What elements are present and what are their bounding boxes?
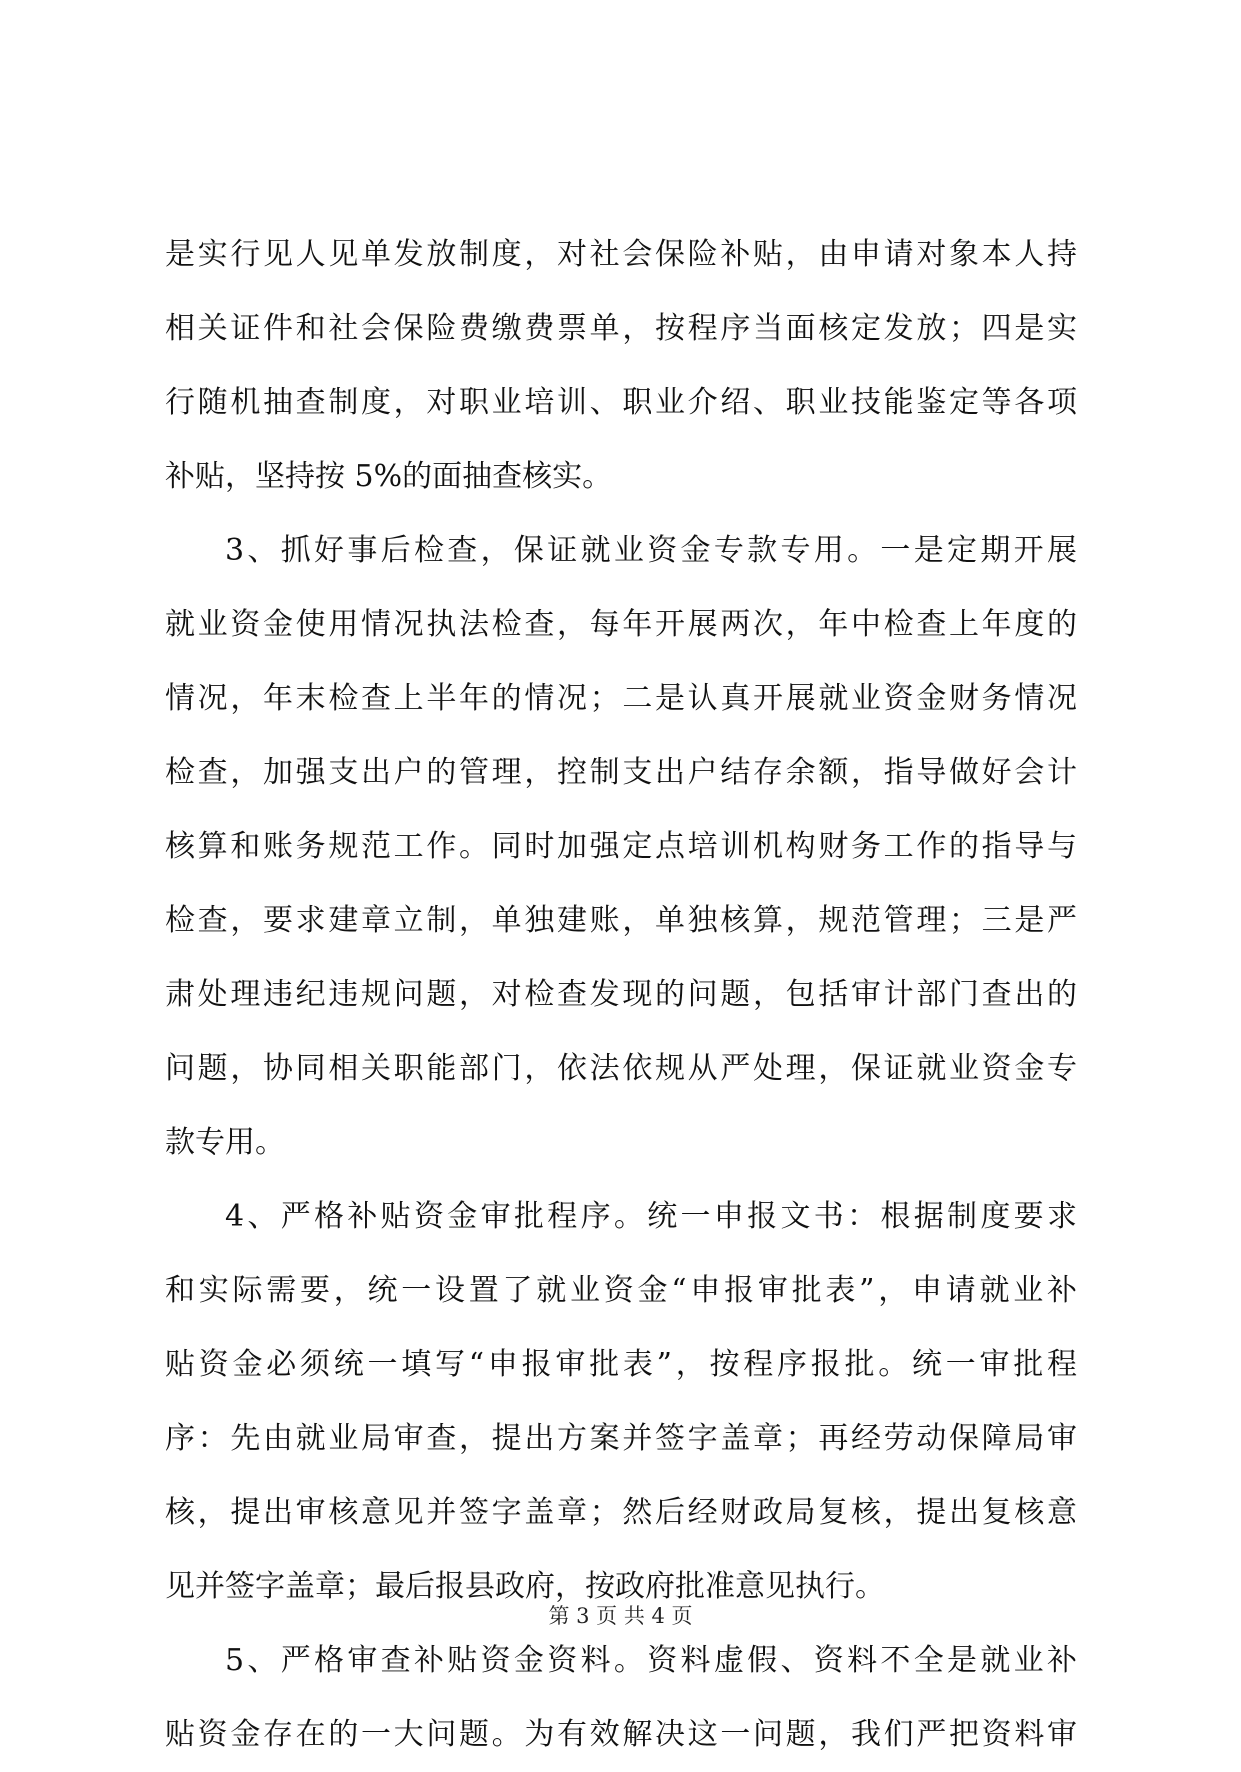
text-line: 3、抓好事后检查，保证就业资金专款专用。一是定期开展	[225, 533, 1077, 568]
text-line: 核，提出审核意见并签字盖章；然后经财政局复核，提出复核意	[165, 1495, 1077, 1530]
text-line: 情况，年末检查上半年的情况；二是认真开展就业资金财务情况	[165, 681, 1077, 716]
text-line: 和实际需要，统一设置了就业资金“申报审批表”，申请就业补	[165, 1273, 1077, 1308]
text-line: 贴资金必须统一填写“申报审批表”，按程序报批。统一审批程	[165, 1347, 1077, 1382]
text-line: 相关证件和社会保险费缴费票单，按程序当面核定发放；四是实	[165, 311, 1077, 346]
text-line: 序：先由就业局审查，提出方案并签字盖章；再经劳动保障局审	[165, 1421, 1077, 1456]
text-line: 肃处理违纪违规问题，对检查发现的问题，包括审计部门查出的	[165, 977, 1077, 1012]
text-line: 5、严格审查补贴资金资料。资料虚假、资料不全是就业补	[225, 1643, 1077, 1678]
text-line: 见并签字盖章；最后报县政府，按政府批准意见执行。	[165, 1569, 885, 1604]
text-line: 问题，协同相关职能部门，依法依规从严处理，保证就业资金专	[165, 1051, 1077, 1086]
text-line: 核算和账务规范工作。同时加强定点培训机构财务工作的指导与	[165, 829, 1077, 864]
text-line: 行随机抽查制度，对职业培训、职业介绍、职业技能鉴定等各项	[165, 385, 1077, 420]
page-footer: 第 3 页 共 4 页	[548, 1604, 693, 1628]
text-line: 检查，要求建章立制，单独建账，单独核算，规范管理；三是严	[165, 903, 1077, 938]
text-line: 检查，加强支出户的管理，控制支出户结存余额，指导做好会计	[165, 755, 1077, 790]
text-line: 是实行见人见单发放制度，对社会保险补贴，由申请对象本人持	[165, 237, 1077, 272]
text-line: 款专用。	[165, 1125, 285, 1160]
text-line: 就业资金使用情况执法检查，每年开展两次，年中检查上年度的	[165, 607, 1077, 642]
document-body	[165, 218, 1077, 1772]
text-line: 贴资金存在的一大问题。为有效解决这一问题，我们严把资料审	[165, 1717, 1077, 1752]
text-line: 补贴，坚持按 5%的面抽查核实。	[165, 459, 613, 494]
text-line: 4、严格补贴资金审批程序。统一申报文书：根据制度要求	[225, 1199, 1077, 1234]
